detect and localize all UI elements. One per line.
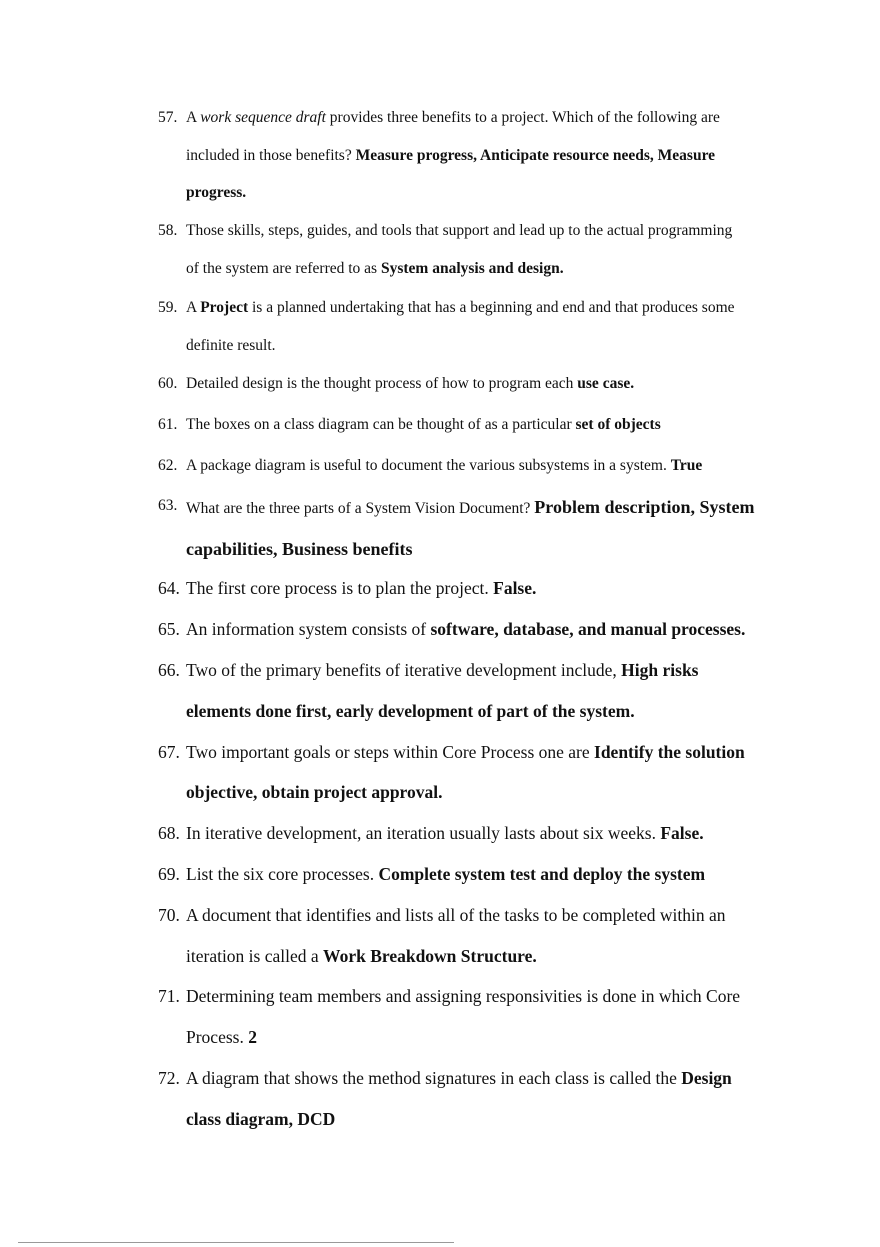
question-text: Two of the primary benefits of iterative development include, — [186, 660, 622, 680]
question-number: 60. — [158, 375, 178, 392]
answer-text: Identify the solution — [594, 742, 745, 762]
question-text: Detailed design is the thought process of how to program each — [186, 375, 578, 392]
question-text: In iterative development, an iteration usually lasts about six weeks. — [186, 823, 661, 843]
question-text: A document that identifies and lists all of the tasks to be completed within an — [186, 905, 726, 925]
question-text-line — [186, 109, 720, 127]
question-text-line — [186, 457, 702, 475]
question-text: The first core process is to plan the project. — [186, 578, 494, 598]
answer-text: capabilities, Business benefits — [186, 539, 413, 559]
answer-text: class diagram, DCD — [186, 1109, 336, 1129]
answer-text: Complete system test and deploy the system — [378, 864, 706, 884]
question-text-line — [186, 782, 442, 803]
question-text-line — [186, 222, 732, 240]
question-text: List the six core processes. — [186, 864, 379, 884]
question-text: included in those benefits? — [186, 147, 356, 164]
question-text: A diagram that shows the method signatures in each class is called the — [186, 1068, 682, 1088]
answer-text: 2 — [248, 1027, 257, 1047]
question-number: 71. — [158, 986, 180, 1006]
question-number: 59. — [158, 299, 178, 316]
question-number: 67. — [158, 742, 180, 762]
question-text: Process. — [186, 1027, 249, 1047]
question-number: 61. — [158, 416, 178, 433]
answer-text: elements done first, early development of part of the system. — [186, 701, 635, 721]
answer-text: use case. — [577, 375, 635, 392]
question-text-line — [186, 497, 754, 518]
answer-text: High risks — [621, 660, 699, 680]
question-text-line — [186, 578, 536, 599]
question-number: 66. — [158, 660, 180, 680]
answer-text: Problem description, System — [534, 497, 755, 517]
question-text: A package diagram is useful to document the various subsystems in a system. — [186, 457, 671, 474]
footer-divider — [18, 1242, 454, 1243]
question-text-line — [186, 375, 634, 393]
question-text: The boxes on a class diagram can be thought of as a particular — [186, 416, 576, 433]
question-text-line — [186, 1068, 732, 1089]
question-text: of the system are referred to as — [186, 260, 381, 277]
question-text-line — [186, 260, 564, 278]
question-text-line — [186, 701, 635, 722]
question-text-line — [186, 742, 745, 763]
answer-text: Design — [681, 1068, 732, 1088]
question-text-line — [186, 299, 735, 317]
question-text-line — [186, 337, 276, 355]
question-text-line — [186, 1109, 335, 1130]
question-number: 62. — [158, 457, 178, 474]
answer-text: Work Breakdown Structure. — [323, 946, 537, 966]
question-text-line — [186, 539, 413, 560]
answer-text: System analysis and design. — [380, 260, 564, 277]
question-text-line — [186, 416, 661, 434]
question-text-line — [186, 946, 537, 967]
question-text: definite result. — [186, 337, 276, 354]
question-text-line — [186, 823, 704, 844]
question-text: What are the three parts of a System Vision Document? — [186, 500, 535, 517]
question-number: 68. — [158, 823, 180, 843]
question-text: Those skills, steps, guides, and tools that support and lead up to the actual programming — [186, 222, 733, 239]
question-number: 69. — [158, 864, 180, 884]
question-text: provides three benefits to a project. Which of the following are — [325, 109, 720, 126]
answer-text: True — [670, 457, 703, 474]
question-text: A — [186, 299, 201, 316]
question-text-line — [186, 1027, 257, 1048]
answer-text: False. — [493, 578, 537, 598]
question-text: is a planned undertaking that has a beginning and end and that produces some — [248, 299, 735, 316]
question-text: An information system consists of — [186, 619, 431, 639]
emphasis-text: work sequence draft — [200, 109, 326, 126]
answer-text: set of objects — [575, 416, 661, 433]
question-text: Determining team members and assigning responsivities is done in which Core — [186, 986, 741, 1006]
question-text-line — [186, 905, 725, 926]
question-number: 57. — [158, 109, 178, 126]
question-text-line — [186, 864, 705, 885]
answer-text: Project — [200, 299, 249, 316]
question-text-line — [186, 619, 745, 640]
answer-text: progress. — [186, 184, 247, 201]
question-text: Two important goals or steps within Core Process one are — [186, 742, 595, 762]
answer-text: objective, obtain project approval. — [186, 782, 443, 802]
question-number: 63. — [158, 497, 178, 514]
question-text: iteration is called a — [186, 946, 324, 966]
question-text: A — [186, 109, 201, 126]
question-number: 58. — [158, 222, 178, 239]
question-number: 65. — [158, 619, 180, 639]
question-text-line — [186, 147, 715, 165]
answer-text: False. — [660, 823, 704, 843]
question-text-line — [186, 986, 740, 1007]
question-text-line — [186, 184, 246, 202]
answer-text: Measure progress, Anticipate resource needs, Measure — [355, 147, 716, 164]
question-number: 72. — [158, 1068, 180, 1088]
question-text-line — [186, 660, 699, 681]
question-number: 70. — [158, 905, 180, 925]
answer-text: software, database, and manual processes. — [430, 619, 746, 639]
question-number: 64. — [158, 578, 180, 598]
